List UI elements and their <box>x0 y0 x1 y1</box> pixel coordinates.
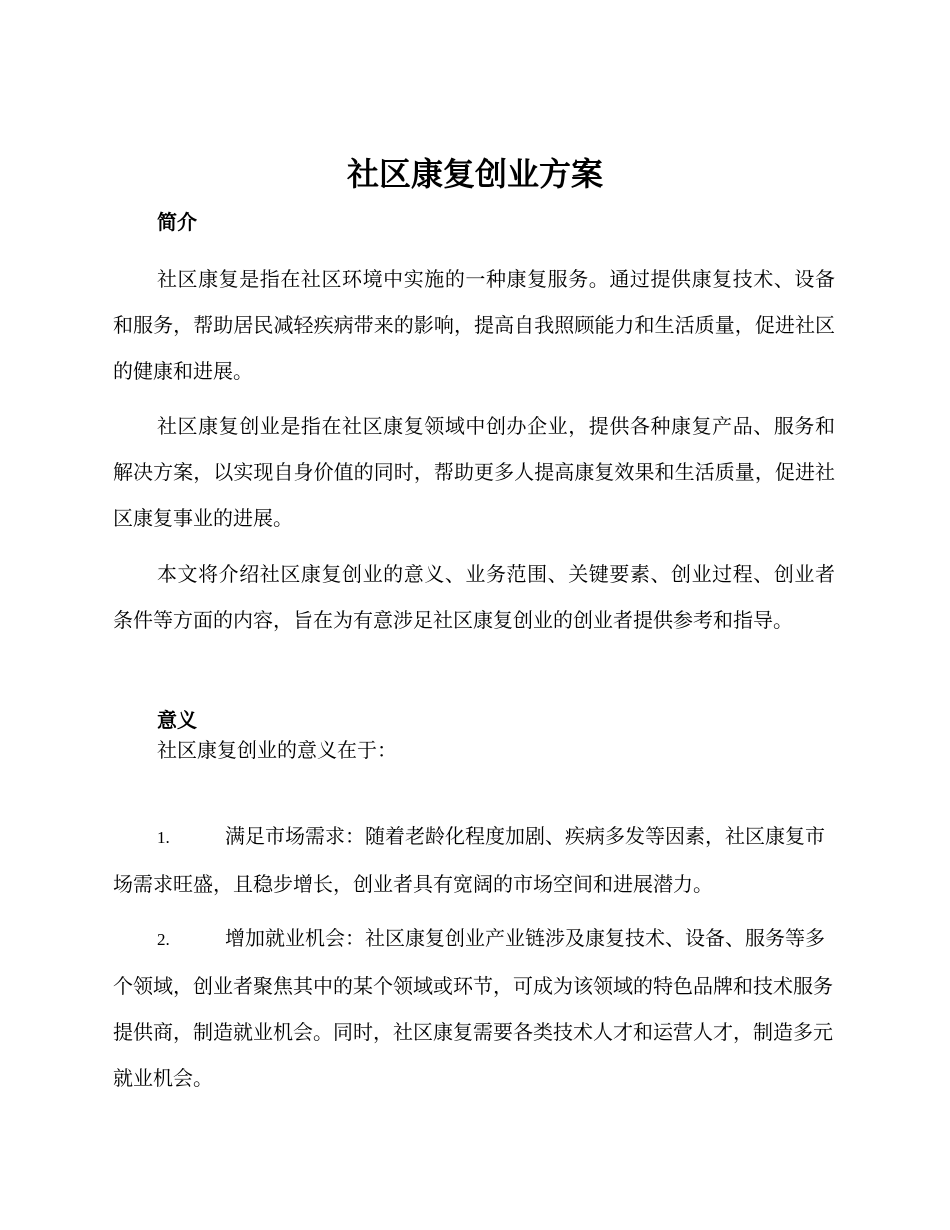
list-item-text: 满足市场需求：随着老龄化程度加剧、疾病多发等因素，社区康复市场需求旺盛，且稳步增长，创业者具有宽阔的市场空间和进展潜力。 <box>113 824 825 896</box>
intro-paragraph-1: 社区康复是指在社区环境中实施的一种康复服务。通过提供康复技术、设备和服务，帮助居民减轻疾病带来的影响，提高自我照顾能力和生活质量，促进社区的健康和进展。 <box>113 267 835 383</box>
list-number: 2. <box>157 930 170 949</box>
intro-paragraph-2: 社区康复创业是指在社区康复领域中创办企业，提供各种康复产品、服务和解决方案，以实现自身价值的同时，帮助更多人提高康复效果和生活质量，促进社区康复事业的进展。 <box>113 414 835 530</box>
list-item-text: 增加就业机会：社区康复创业产业链涉及康复技术、设备、服务等多个领域，创业者聚焦其中的某个领域或环节，可成为该领域的特色品牌和技术服务提供商，制造就业机会。同时，社区康复需要各类技术人才和运营人才，制造多元就业机会。 <box>113 926 833 1090</box>
section-heading-meaning: 意义 <box>157 708 197 732</box>
document-title: 社区康复创业方案 <box>346 155 603 193</box>
list-number: 1. <box>157 828 170 847</box>
meaning-lead-paragraph: 社区康复创业的意义在于： <box>157 738 397 762</box>
section-heading-intro: 简介 <box>157 210 197 234</box>
intro-paragraph-3: 本文将介绍社区康复创业的意义、业务范围、关键要素、创业过程、创业者条件等方面的内容，旨在为有意涉足社区康复创业的创业者提供参考和指导。 <box>113 562 835 632</box>
meaning-list-item-1 <box>113 813 835 907</box>
meaning-list-item-2 <box>113 915 835 1101</box>
